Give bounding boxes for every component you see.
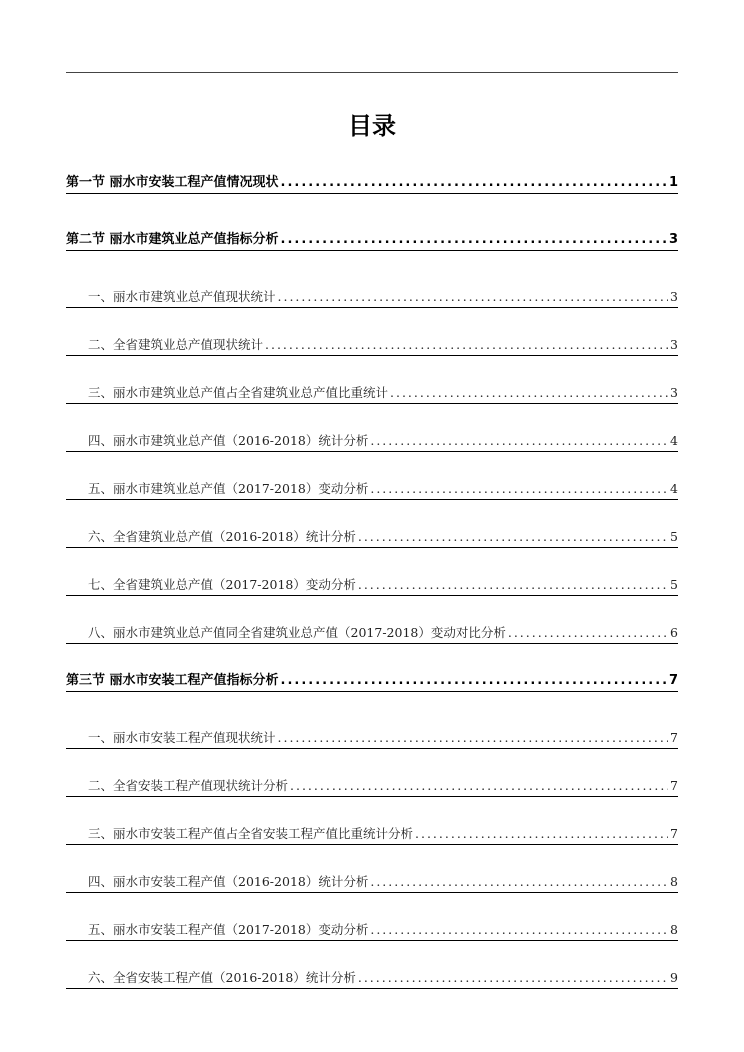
toc-entry-text: 第二节 丽水市建筑业总产值指标分析 [66,232,279,247]
toc-entry[interactable] [66,967,678,989]
toc-leader-dots [390,384,668,402]
toc-page-number: 7 [670,730,678,745]
toc-leader-dots [370,921,668,939]
toc-page-number: 8 [670,874,678,889]
toc-entry[interactable] [66,478,678,500]
toc-page-number: 7 [670,826,678,841]
toc-leader-dots [281,231,667,249]
toc-entry[interactable] [66,574,678,596]
toc-leader-dots [508,624,668,642]
page-title: 目录 [348,112,396,140]
toc-entry[interactable] [66,334,678,356]
toc-entry-text: 二、全省安装工程产值现状统计分析 [88,778,289,793]
toc-entry-text: 六、全省安装工程产值（2016-2018）统计分析 [88,970,356,985]
table-of-contents [66,172,678,1015]
toc-leader-dots [358,576,668,594]
toc-leader-dots [281,174,667,192]
toc-leader-dots [290,777,668,795]
toc-entry[interactable] [66,670,678,692]
toc-entry[interactable] [66,382,678,404]
toc-page-number: 3 [670,385,678,400]
toc-entry-text: 七、全省建筑业总产值（2017-2018）变动分析 [88,577,356,592]
toc-page-number: 3 [668,232,678,247]
toc-page-number: 7 [670,778,678,793]
toc-page-number: 5 [670,529,678,544]
toc-entry-text: 五、丽水市建筑业总产值（2017-2018）变动分析 [88,481,369,496]
toc-entry[interactable] [66,775,678,797]
toc-leader-dots [358,969,668,987]
toc-entry-text: 四、丽水市安装工程产值（2016-2018）统计分析 [88,874,369,889]
toc-entry[interactable] [66,871,678,893]
toc-entry[interactable] [66,919,678,941]
toc-leader-dots [370,873,668,891]
toc-page-number: 8 [670,922,678,937]
toc-entry-text: 三、丽水市建筑业总产值占全省建筑业总产值比重统计 [88,385,389,400]
toc-page-number: 7 [668,673,678,688]
toc-leader-dots [415,825,668,843]
toc-leader-dots [358,528,668,546]
toc-entry-text: 二、全省建筑业总产值现状统计 [88,337,264,352]
toc-entry[interactable] [66,727,678,749]
toc-entry-text: 第一节 丽水市安装工程产值情况现状 [66,175,279,190]
toc-entry-text: 一、丽水市安装工程产值现状统计 [88,730,276,745]
toc-entry-text: 五、丽水市安装工程产值（2017-2018）变动分析 [88,922,369,937]
toc-leader-dots [278,288,669,306]
header-rule [66,72,678,73]
toc-entry[interactable] [66,823,678,845]
toc-entry[interactable] [66,229,678,251]
toc-entry-text: 第三节 丽水市安装工程产值指标分析 [66,673,279,688]
toc-page-number: 6 [670,625,678,640]
toc-entry[interactable] [66,430,678,452]
toc-entry[interactable] [66,286,678,308]
toc-page-number: 4 [670,433,678,448]
toc-entry[interactable] [66,172,678,194]
toc-page-number: 5 [670,577,678,592]
toc-leader-dots [370,432,668,450]
toc-page-number: 4 [670,481,678,496]
toc-entry[interactable] [66,526,678,548]
toc-page-number: 1 [668,175,678,190]
toc-entry-text: 八、丽水市建筑业总产值同全省建筑业总产值（2017-2018）变动对比分析 [88,625,506,640]
toc-leader-dots [370,480,668,498]
toc-leader-dots [265,336,668,354]
toc-leader-dots [281,672,667,690]
toc-entry-text: 四、丽水市建筑业总产值（2016-2018）统计分析 [88,433,369,448]
toc-leader-dots [278,729,669,747]
toc-entry-text: 三、丽水市安装工程产值占全省安装工程产值比重统计分析 [88,826,414,841]
toc-page-number: 3 [670,337,678,352]
toc-entry-text: 一、丽水市建筑业总产值现状统计 [88,289,276,304]
toc-page-number: 3 [670,289,678,304]
toc-page-number: 9 [670,970,678,985]
toc-entry[interactable] [66,622,678,644]
toc-entry-text: 六、全省建筑业总产值（2016-2018）统计分析 [88,529,356,544]
